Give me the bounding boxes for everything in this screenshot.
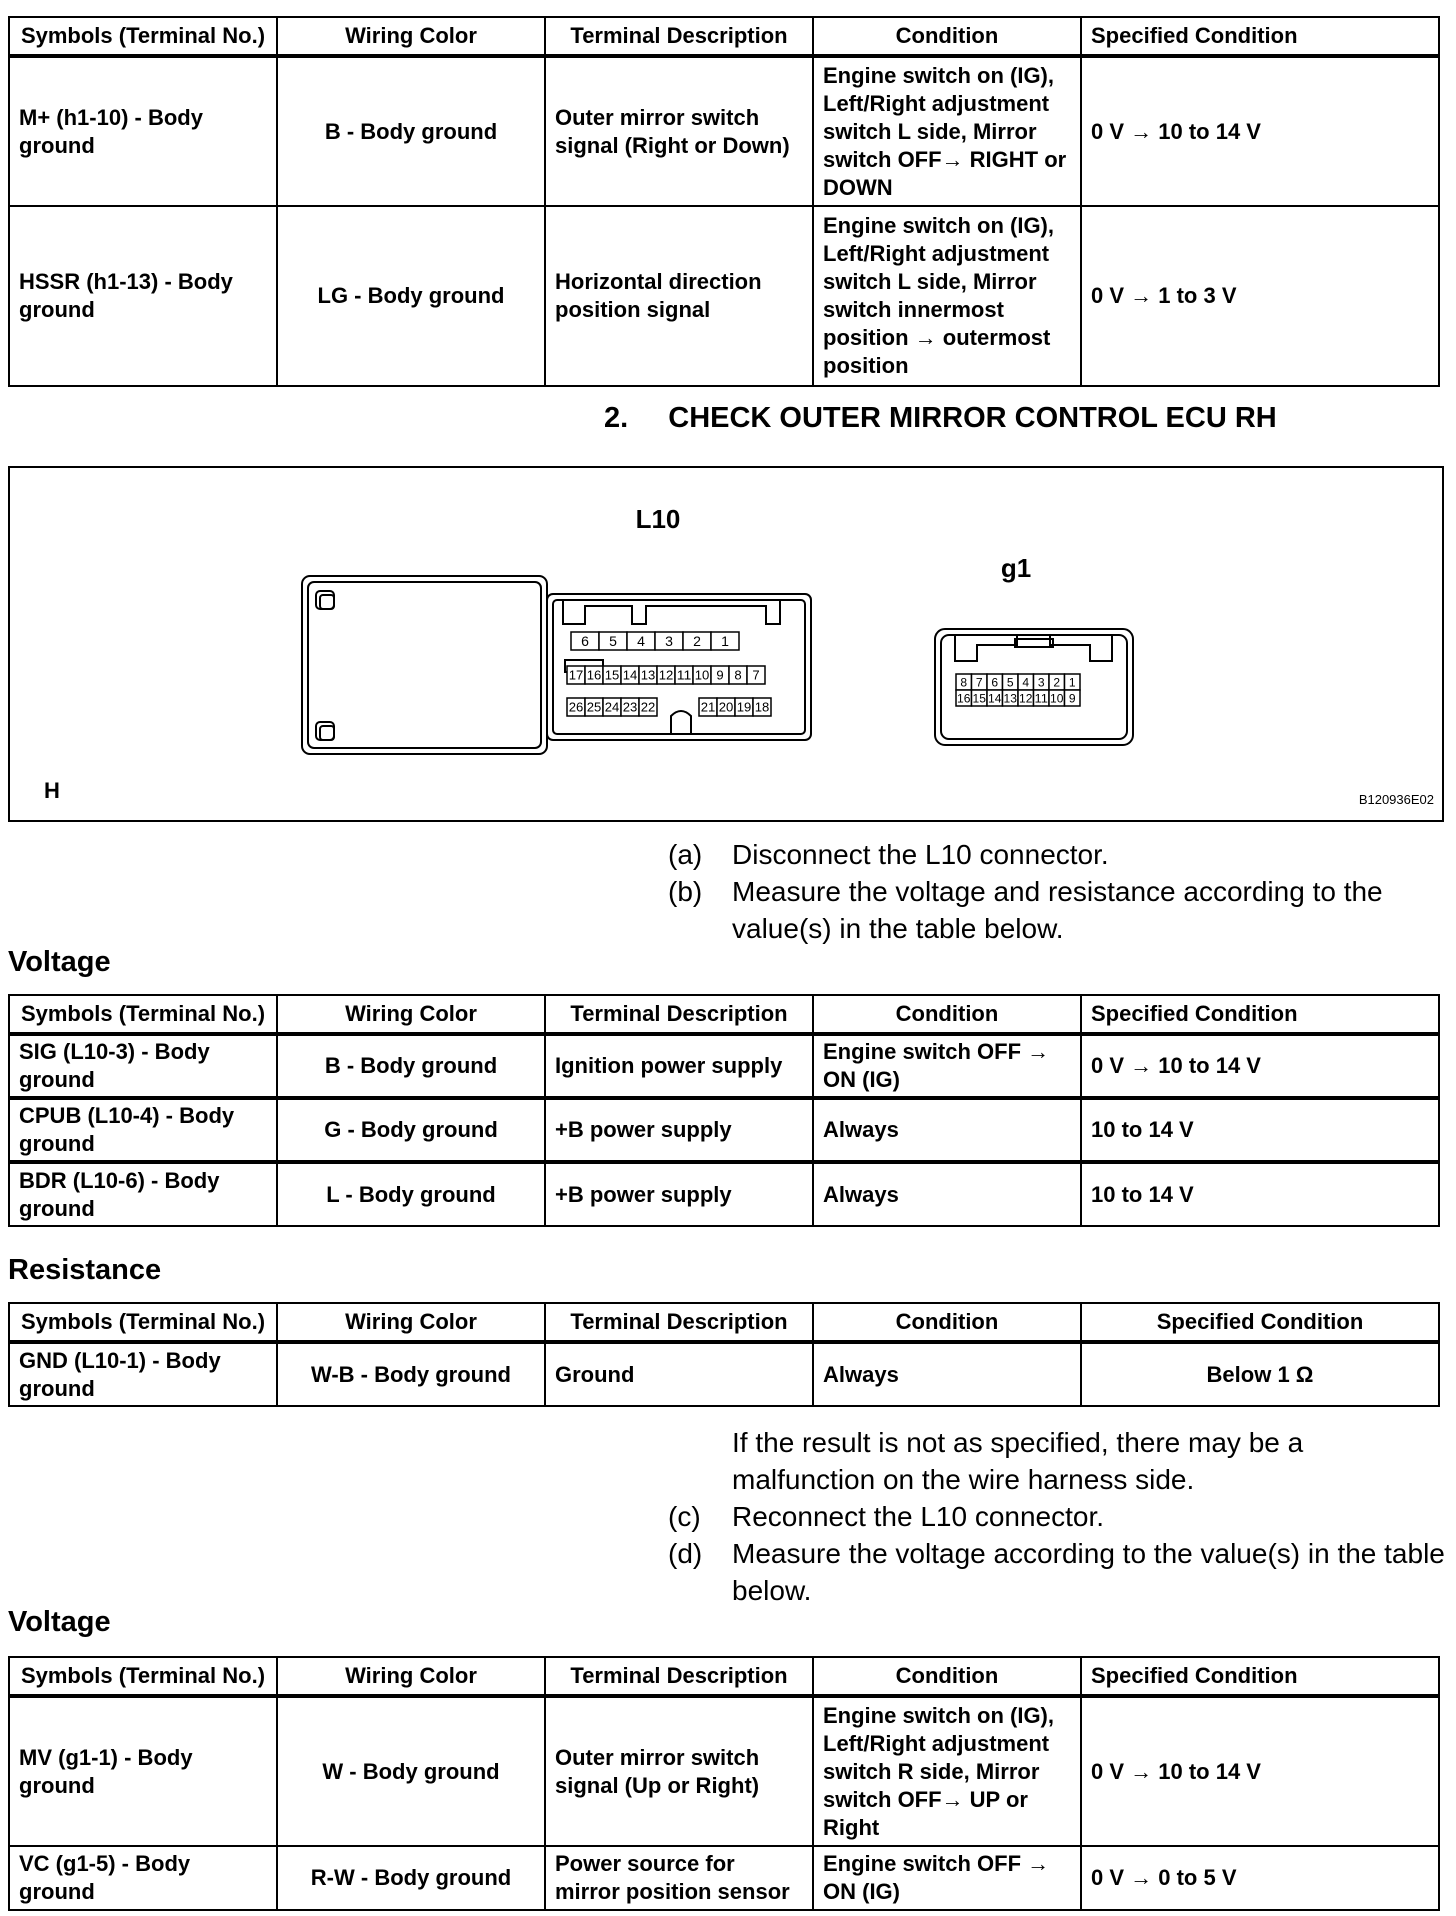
connector-l10-label: L10 [635, 504, 681, 534]
pin-number: 2 [1053, 675, 1061, 690]
section-title-voltage: Voltage [8, 946, 111, 978]
pin-number: 11 [676, 667, 692, 683]
figure-code: B120936E02 [1358, 792, 1434, 807]
header-wiring-color: Wiring Color [277, 995, 545, 1034]
pin-number: 15 [972, 691, 987, 706]
table-row [9, 206, 1439, 386]
pin-number: 6 [581, 633, 590, 650]
header-terminal-description: Terminal Description [545, 1657, 813, 1696]
pin-number: 15 [604, 667, 620, 683]
cell-wiring: G - Body ground [277, 1098, 545, 1162]
pin-number: 9 [716, 667, 724, 683]
section-title-resistance: Resistance [8, 1254, 162, 1286]
cell-symbol: GND (L10-1) - Body ground [9, 1342, 277, 1406]
header-symbols: Symbols (Terminal No.) [9, 1657, 277, 1696]
step-title: CHECK OUTER MIRROR CONTROL ECU RH [668, 402, 1277, 434]
header-specified-condition: Specified Condition [1081, 17, 1439, 56]
cell-condition: Engine switch OFF → ON (IG) [813, 1846, 1081, 1910]
table-row [9, 56, 1439, 206]
cell-condition: Engine switch on (IG), Left/Right adjustment switch L side, Mirror switch innermost position → outermost position [813, 206, 1081, 386]
header-symbols: Symbols (Terminal No.) [9, 17, 277, 56]
header-condition: Condition [813, 1303, 1081, 1342]
cell-symbol: SIG (L10-3) - Body ground [9, 1034, 277, 1098]
header-specified-condition: Specified Condition [1081, 1303, 1439, 1342]
pin-number: 8 [960, 675, 968, 690]
cell-description: Ground [545, 1342, 813, 1406]
cell-description: Outer mirror switch signal (Up or Right) [545, 1696, 813, 1846]
step-text: Reconnect the L10 connector. [732, 1501, 1105, 1532]
connector-figure [8, 466, 1444, 822]
cell-description: Outer mirror switch signal (Right or Down) [545, 56, 813, 206]
header-wiring-color: Wiring Color [277, 1303, 545, 1342]
cell-wiring: W - Body ground [277, 1696, 545, 1846]
pin-number: 10 [1050, 691, 1064, 706]
cell-condition: Always [813, 1162, 1081, 1226]
pin-number: 6 [991, 675, 999, 690]
pin-number: 7 [975, 675, 983, 690]
cell-condition: Engine switch on (IG), Left/Right adjustment switch L side, Mirror switch OFF→ RIGHT or DOWN [813, 56, 1081, 206]
table-row [9, 1034, 1439, 1098]
cell-spec: 0 V → 10 to 14 V [1081, 1696, 1439, 1846]
cell-description: +B power supply [545, 1098, 813, 1162]
table-row [9, 1696, 1439, 1846]
header-symbols: Symbols (Terminal No.) [9, 995, 277, 1034]
pin-number: 12 [658, 667, 674, 683]
pin-number: 26 [568, 699, 584, 715]
pin-number: 21 [700, 699, 716, 715]
cell-spec: 0 V → 1 to 3 V [1081, 206, 1439, 386]
cell-wiring: W-B - Body ground [277, 1342, 545, 1406]
pin-number: 5 [1006, 675, 1014, 690]
header-condition: Condition [813, 1657, 1081, 1696]
header-wiring-color: Wiring Color [277, 1657, 545, 1696]
table-row [9, 1162, 1439, 1226]
pin-number: 7 [752, 667, 760, 683]
terminal-table-top [8, 16, 1440, 387]
table-header-row [9, 17, 1439, 56]
header-symbols: Symbols (Terminal No.) [9, 1303, 277, 1342]
cell-spec: 10 to 14 V [1081, 1098, 1439, 1162]
voltage-table-1 [8, 994, 1440, 1227]
pin-number: 17 [568, 667, 584, 683]
cell-wiring: LG - Body ground [277, 206, 545, 386]
step-heading [604, 402, 1277, 435]
cell-spec: 0 V → 10 to 14 V [1081, 1034, 1439, 1098]
resistance-table [8, 1302, 1440, 1407]
pin-number: 3 [665, 633, 674, 650]
pin-number: 25 [586, 699, 602, 715]
pin-number: 19 [736, 699, 752, 715]
step-number: 2. [604, 402, 629, 434]
cell-description: Horizontal direction position signal [545, 206, 813, 386]
cell-symbol: HSSR (h1-13) - Body ground [9, 206, 277, 386]
cell-wiring: B - Body ground [277, 56, 545, 206]
pin-number: 14 [622, 667, 638, 683]
step-label: (d) [668, 1538, 703, 1569]
pin-number: 4 [637, 633, 646, 650]
cell-symbol: MV (g1-1) - Body ground [9, 1696, 277, 1846]
pin-number: 10 [694, 667, 710, 683]
pin-number: 3 [1037, 675, 1045, 690]
section-title-voltage-2: Voltage [8, 1606, 111, 1638]
pin-number: 13 [640, 667, 656, 683]
connector-g1-label: g1 [1000, 553, 1032, 583]
pin-number: 11 [1034, 691, 1049, 706]
connector-diagram [10, 468, 1442, 820]
cell-description: Ignition power supply [545, 1034, 813, 1098]
header-condition: Condition [813, 17, 1081, 56]
voltage-table-2 [8, 1656, 1440, 1911]
table-row [9, 1342, 1439, 1406]
step-label: (b) [668, 876, 703, 907]
step-label: (c) [668, 1501, 701, 1532]
cell-symbol: CPUB (L10-4) - Body ground [9, 1098, 277, 1162]
pin-number: 24 [604, 699, 620, 715]
cell-condition: Always [813, 1342, 1081, 1406]
pin-number: 8 [734, 667, 742, 683]
pin-number: 5 [609, 633, 618, 650]
cell-condition: Engine switch OFF → ON (IG) [813, 1034, 1081, 1098]
pin-number: 4 [1022, 675, 1030, 690]
step-label: (a) [668, 839, 703, 870]
pin-number: 1 [1068, 675, 1076, 690]
header-specified-condition: Specified Condition [1081, 1657, 1439, 1696]
cell-wiring: R-W - Body ground [277, 1846, 545, 1910]
table-row [9, 1846, 1439, 1910]
header-specified-condition: Specified Condition [1081, 995, 1439, 1034]
cell-spec: Below 1 Ω [1081, 1342, 1439, 1406]
cell-spec: 10 to 14 V [1081, 1162, 1439, 1226]
table-row [9, 1098, 1439, 1162]
header-terminal-description: Terminal Description [545, 995, 813, 1034]
pin-number: 23 [622, 699, 638, 715]
table-header-row [9, 1657, 1439, 1696]
cell-wiring: L - Body ground [277, 1162, 545, 1226]
header-terminal-description: Terminal Description [545, 17, 813, 56]
cell-spec: 0 V → 10 to 14 V [1081, 56, 1439, 206]
pin-number: 22 [640, 699, 656, 715]
pin-number: 20 [718, 699, 734, 715]
cell-condition: Always [813, 1098, 1081, 1162]
step-text: Measure the voltage and resistance according to the value(s) in the table below. [732, 876, 1383, 944]
pin-number: 12 [1019, 691, 1033, 706]
step-text: Measure the voltage according to the value(s) in the table below. [732, 1538, 1445, 1606]
cell-wiring: B - Body ground [277, 1034, 545, 1098]
pin-number: 16 [586, 667, 602, 683]
pin-number: 16 [957, 691, 971, 706]
pin-number: 14 [988, 691, 1002, 706]
cell-condition: Engine switch on (IG), Left/Right adjustment switch R side, Mirror switch OFF→ UP or Right [813, 1696, 1081, 1846]
header-condition: Condition [813, 995, 1081, 1034]
cell-description: +B power supply [545, 1162, 813, 1226]
pin-number: 18 [754, 699, 770, 715]
result-note: If the result is not as specified, there may be a malfunction on the wire harness side. [732, 1427, 1304, 1495]
cell-symbol: M+ (h1-10) - Body ground [9, 56, 277, 206]
cell-spec: 0 V → 0 to 5 V [1081, 1846, 1439, 1910]
pin-number: 9 [1068, 691, 1076, 706]
pin-number: 2 [693, 633, 702, 650]
corner-letter: H [44, 778, 60, 803]
pin-number: 13 [1003, 691, 1018, 706]
header-terminal-description: Terminal Description [545, 1303, 813, 1342]
pin-number: 1 [721, 633, 730, 650]
step-text: Disconnect the L10 connector. [732, 839, 1109, 870]
table-header-row [9, 995, 1439, 1034]
cell-description: Power source for mirror position sensor [545, 1846, 813, 1910]
cell-symbol: BDR (L10-6) - Body ground [9, 1162, 277, 1226]
table-header-row [9, 1303, 1439, 1342]
header-wiring-color: Wiring Color [277, 17, 545, 56]
cell-symbol: VC (g1-5) - Body ground [9, 1846, 277, 1910]
